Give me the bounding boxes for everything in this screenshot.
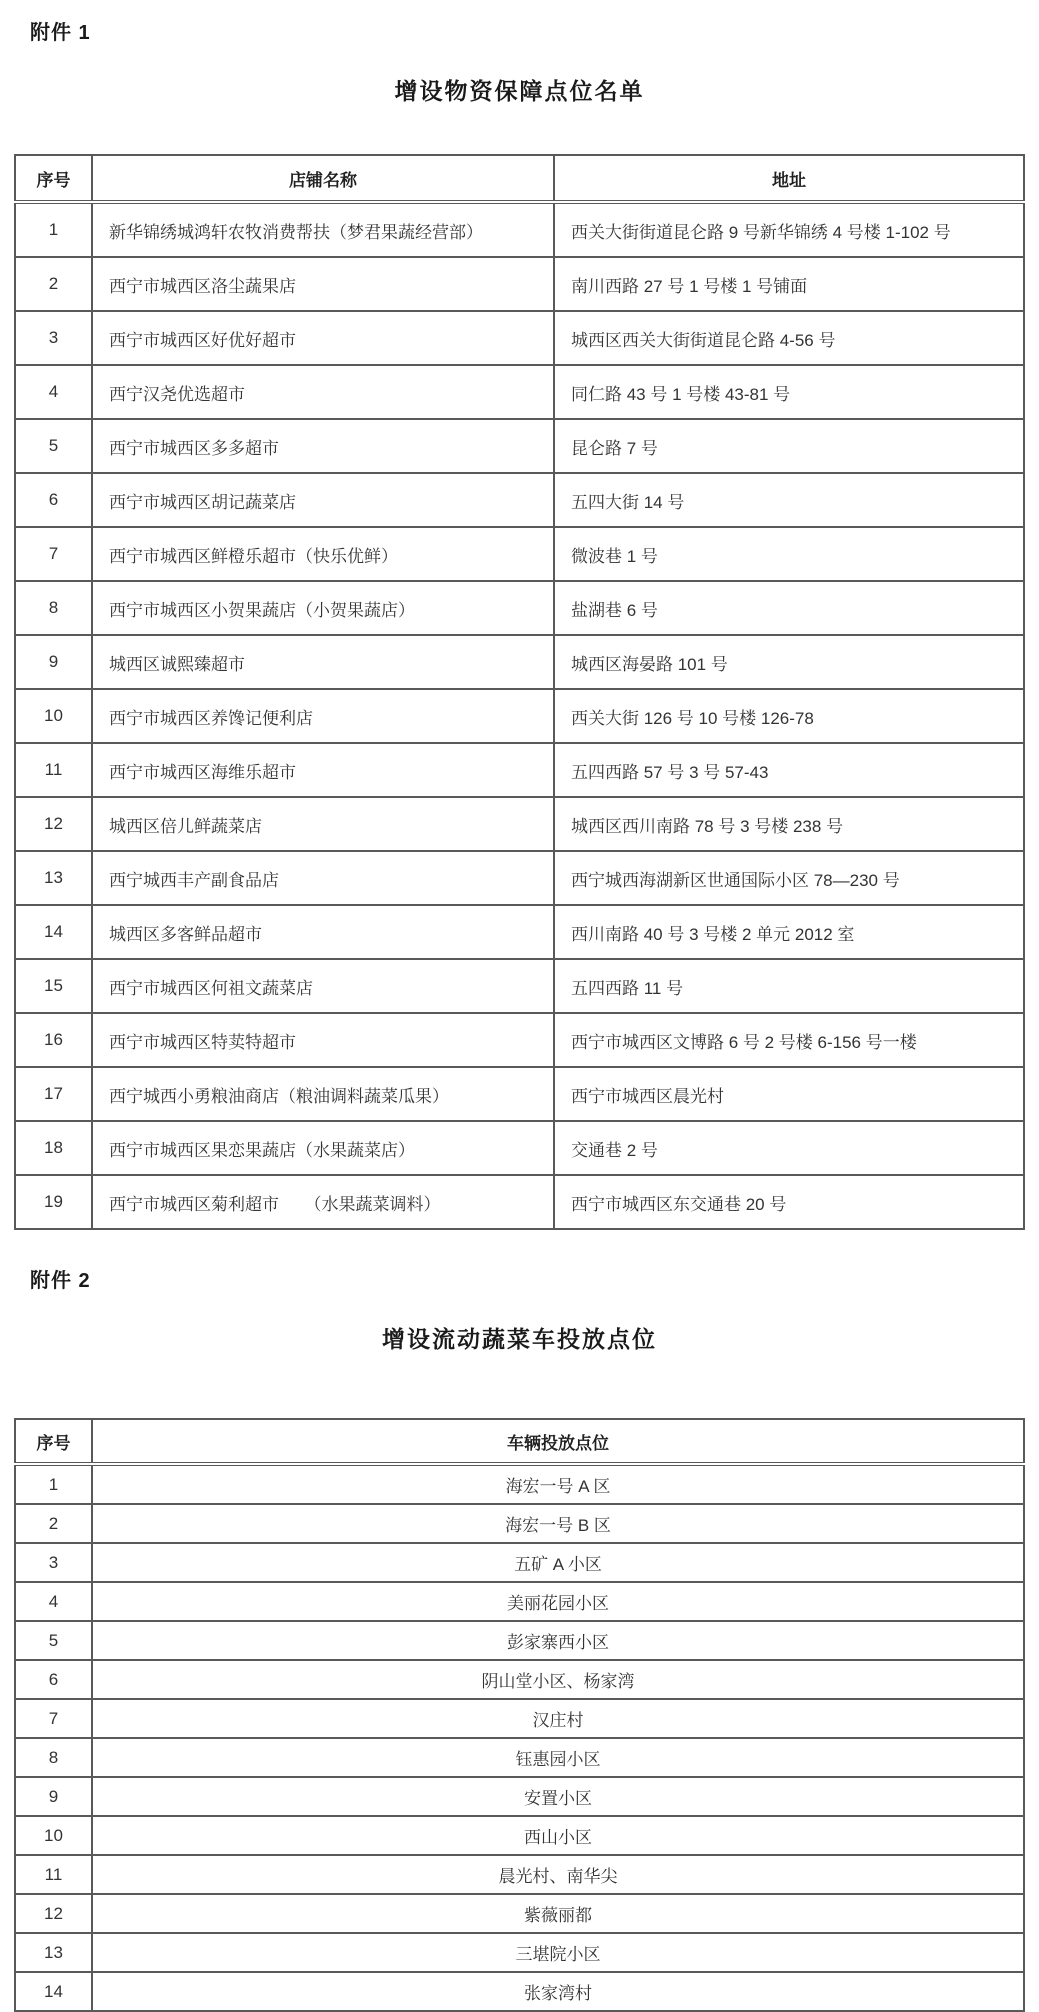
row-number-cell: 6: [15, 473, 92, 527]
store-address-cell: 西宁市城西区东交通巷 20 号: [554, 1175, 1024, 1229]
table-row: [15, 851, 1024, 905]
vehicle-point-cell: 张家湾村: [92, 1972, 1024, 2011]
row-number-cell: 13: [15, 1933, 92, 1972]
attachment1-label: 附件 1: [30, 22, 91, 44]
table-row: [15, 905, 1024, 959]
header-cell-number: 序号: [15, 1419, 92, 1464]
row-number-cell: 3: [15, 1543, 92, 1582]
table-row: [15, 1464, 1024, 1504]
store-name-cell: 西宁市城西区多多超市: [92, 419, 554, 473]
table-row: [15, 581, 1024, 635]
supply-points-table-header: [15, 155, 1024, 202]
store-address-cell: 西宁市城西区晨光村: [554, 1067, 1024, 1121]
store-name-cell: 西宁市城西区鲜橙乐超市（快乐优鲜）: [92, 527, 554, 581]
table-row: [15, 202, 1024, 257]
row-number-cell: 12: [15, 1894, 92, 1933]
store-name-cell: 西宁城西小勇粮油商店（粮油调料蔬菜瓜果）: [92, 1067, 554, 1121]
table-row: [15, 1933, 1024, 1972]
table-row: [15, 743, 1024, 797]
table-row: [15, 1121, 1024, 1175]
row-number-cell: 10: [15, 689, 92, 743]
store-address-cell: 城西区西川南路 78 号 3 号楼 238 号: [554, 797, 1024, 851]
table-row: [15, 473, 1024, 527]
table-row: [15, 1816, 1024, 1855]
vehicle-points-table-header: [15, 1419, 1024, 1464]
store-address-cell: 盐湖巷 6 号: [554, 581, 1024, 635]
store-name-cell: 西宁市城西区养馋记便利店: [92, 689, 554, 743]
header-cell-point: 车辆投放点位: [92, 1419, 1024, 1464]
vehicle-point-cell: 彭家寨西小区: [92, 1621, 1024, 1660]
store-name-cell: 城西区倍儿鲜蔬菜店: [92, 797, 554, 851]
vehicle-point-cell: 三堪院小区: [92, 1933, 1024, 1972]
table-row: [15, 1855, 1024, 1894]
vehicle-points-table: [14, 1418, 1025, 2012]
row-number-cell: 2: [15, 1504, 92, 1543]
vehicle-point-cell: 紫薇丽都: [92, 1894, 1024, 1933]
table-row: [15, 527, 1024, 581]
table-row: [15, 689, 1024, 743]
row-number-cell: 9: [15, 635, 92, 689]
store-address-cell: 西宁市城西区文博路 6 号 2 号楼 6-156 号一楼: [554, 1013, 1024, 1067]
vehicle-point-cell: 海宏一号 B 区: [92, 1504, 1024, 1543]
row-number-cell: 1: [15, 202, 92, 257]
row-number-cell: 11: [15, 1855, 92, 1894]
vehicle-point-cell: 阴山堂小区、杨家湾: [92, 1660, 1024, 1699]
store-name-cell: 西宁市城西区海维乐超市: [92, 743, 554, 797]
table-row: [15, 311, 1024, 365]
table-row: [15, 1777, 1024, 1816]
table-row: [15, 1699, 1024, 1738]
header-cell-name: 店铺名称: [92, 155, 554, 202]
vehicle-point-cell: 钰惠园小区: [92, 1738, 1024, 1777]
store-address-cell: 同仁路 43 号 1 号楼 43-81 号: [554, 365, 1024, 419]
store-address-cell: 微波巷 1 号: [554, 527, 1024, 581]
row-number-cell: 7: [15, 527, 92, 581]
table-row: [15, 365, 1024, 419]
store-address-cell: 南川西路 27 号 1 号楼 1 号铺面: [554, 257, 1024, 311]
store-name-cell: 西宁市城西区何祖文蔬菜店: [92, 959, 554, 1013]
row-number-cell: 11: [15, 743, 92, 797]
vehicle-point-cell: 海宏一号 A 区: [92, 1464, 1024, 1504]
store-address-cell: 交通巷 2 号: [554, 1121, 1024, 1175]
table-row: [15, 1175, 1024, 1229]
table-row: [15, 1504, 1024, 1543]
table-row: [15, 257, 1024, 311]
attachment2-label: 附件 2: [30, 1270, 91, 1292]
store-address-cell: 西宁城西海湖新区世通国际小区 78—230 号: [554, 851, 1024, 905]
vehicle-point-cell: 五矿 A 小区: [92, 1543, 1024, 1582]
table-row: [15, 1582, 1024, 1621]
store-name-cell: 西宁市城西区胡记蔬菜店: [92, 473, 554, 527]
row-number-cell: 6: [15, 1660, 92, 1699]
row-number-cell: 5: [15, 1621, 92, 1660]
row-number-cell: 8: [15, 581, 92, 635]
row-number-cell: 10: [15, 1816, 92, 1855]
store-name-cell: 新华锦绣城鸿轩农牧消费帮扶（梦君果蔬经营部）: [92, 202, 554, 257]
row-number-cell: 5: [15, 419, 92, 473]
store-name-cell: 城西区诚熙臻超市: [92, 635, 554, 689]
store-address-cell: 城西区海晏路 101 号: [554, 635, 1024, 689]
store-name-cell: 西宁城西丰产副食品店: [92, 851, 554, 905]
row-number-cell: 3: [15, 311, 92, 365]
vehicle-points-table-body: [15, 1464, 1024, 2011]
store-address-cell: 西关大街 126 号 10 号楼 126-78: [554, 689, 1024, 743]
row-number-cell: 4: [15, 1582, 92, 1621]
vehicle-point-cell: 美丽花园小区: [92, 1582, 1024, 1621]
vehicle-point-cell: 晨光村、南华尖: [92, 1855, 1024, 1894]
table-row: [15, 419, 1024, 473]
store-address-cell: 昆仑路 7 号: [554, 419, 1024, 473]
row-number-cell: 7: [15, 1699, 92, 1738]
header-cell-address: 地址: [554, 155, 1024, 202]
attachment2-title: 增设流动蔬菜车投放点位: [382, 1326, 657, 1352]
row-number-cell: 8: [15, 1738, 92, 1777]
row-number-cell: 17: [15, 1067, 92, 1121]
row-number-cell: 19: [15, 1175, 92, 1229]
attachment1-title: 增设物资保障点位名单: [394, 78, 645, 104]
header-row: [15, 1419, 1024, 1464]
store-name-cell: 西宁市城西区果恋果蔬店（水果蔬菜店）: [92, 1121, 554, 1175]
store-name-cell: 西宁汉尧优选超市: [92, 365, 554, 419]
vehicle-point-cell: 安置小区: [92, 1777, 1024, 1816]
table-row: [15, 797, 1024, 851]
table-row: [15, 1067, 1024, 1121]
row-number-cell: 9: [15, 1777, 92, 1816]
row-number-cell: 18: [15, 1121, 92, 1175]
vehicle-point-cell: 西山小区: [92, 1816, 1024, 1855]
header-row: [15, 155, 1024, 202]
store-address-cell: 五四西路 11 号: [554, 959, 1024, 1013]
store-address-cell: 城西区西关大街街道昆仑路 4-56 号: [554, 311, 1024, 365]
row-number-cell: 4: [15, 365, 92, 419]
table-row: [15, 959, 1024, 1013]
store-name-cell: 西宁市城西区特荬特超市: [92, 1013, 554, 1067]
store-address-cell: 西关大街街道昆仑路 9 号新华锦绣 4 号楼 1-102 号: [554, 202, 1024, 257]
table-row: [15, 1972, 1024, 2011]
store-name-cell: 城西区多客鲜品超市: [92, 905, 554, 959]
vehicle-point-cell: 汉庄村: [92, 1699, 1024, 1738]
store-address-cell: 西川南路 40 号 3 号楼 2 单元 2012 室: [554, 905, 1024, 959]
store-address-cell: 五四西路 57 号 3 号 57-43: [554, 743, 1024, 797]
row-number-cell: 13: [15, 851, 92, 905]
header-cell-number: 序号: [15, 155, 92, 202]
table-row: [15, 1543, 1024, 1582]
supply-points-table-body: [15, 202, 1024, 1229]
store-address-cell: 五四大街 14 号: [554, 473, 1024, 527]
row-number-cell: 14: [15, 905, 92, 959]
table-row: [15, 635, 1024, 689]
table-row: [15, 1660, 1024, 1699]
row-number-cell: 2: [15, 257, 92, 311]
row-number-cell: 12: [15, 797, 92, 851]
supply-points-table: [14, 154, 1025, 1230]
store-name-cell: 西宁市城西区洛尘蔬果店: [92, 257, 554, 311]
row-number-cell: 15: [15, 959, 92, 1013]
row-number-cell: 16: [15, 1013, 92, 1067]
store-name-cell: 西宁市城西区小贺果蔬店（小贺果蔬店）: [92, 581, 554, 635]
table-row: [15, 1738, 1024, 1777]
row-number-cell: 1: [15, 1464, 92, 1504]
store-name-cell: 西宁市城西区菊利超市 （水果蔬菜调料）: [92, 1175, 554, 1229]
table-row: [15, 1013, 1024, 1067]
store-name-cell: 西宁市城西区好优好超市: [92, 311, 554, 365]
table-row: [15, 1894, 1024, 1933]
table-row: [15, 1621, 1024, 1660]
row-number-cell: 14: [15, 1972, 92, 2011]
